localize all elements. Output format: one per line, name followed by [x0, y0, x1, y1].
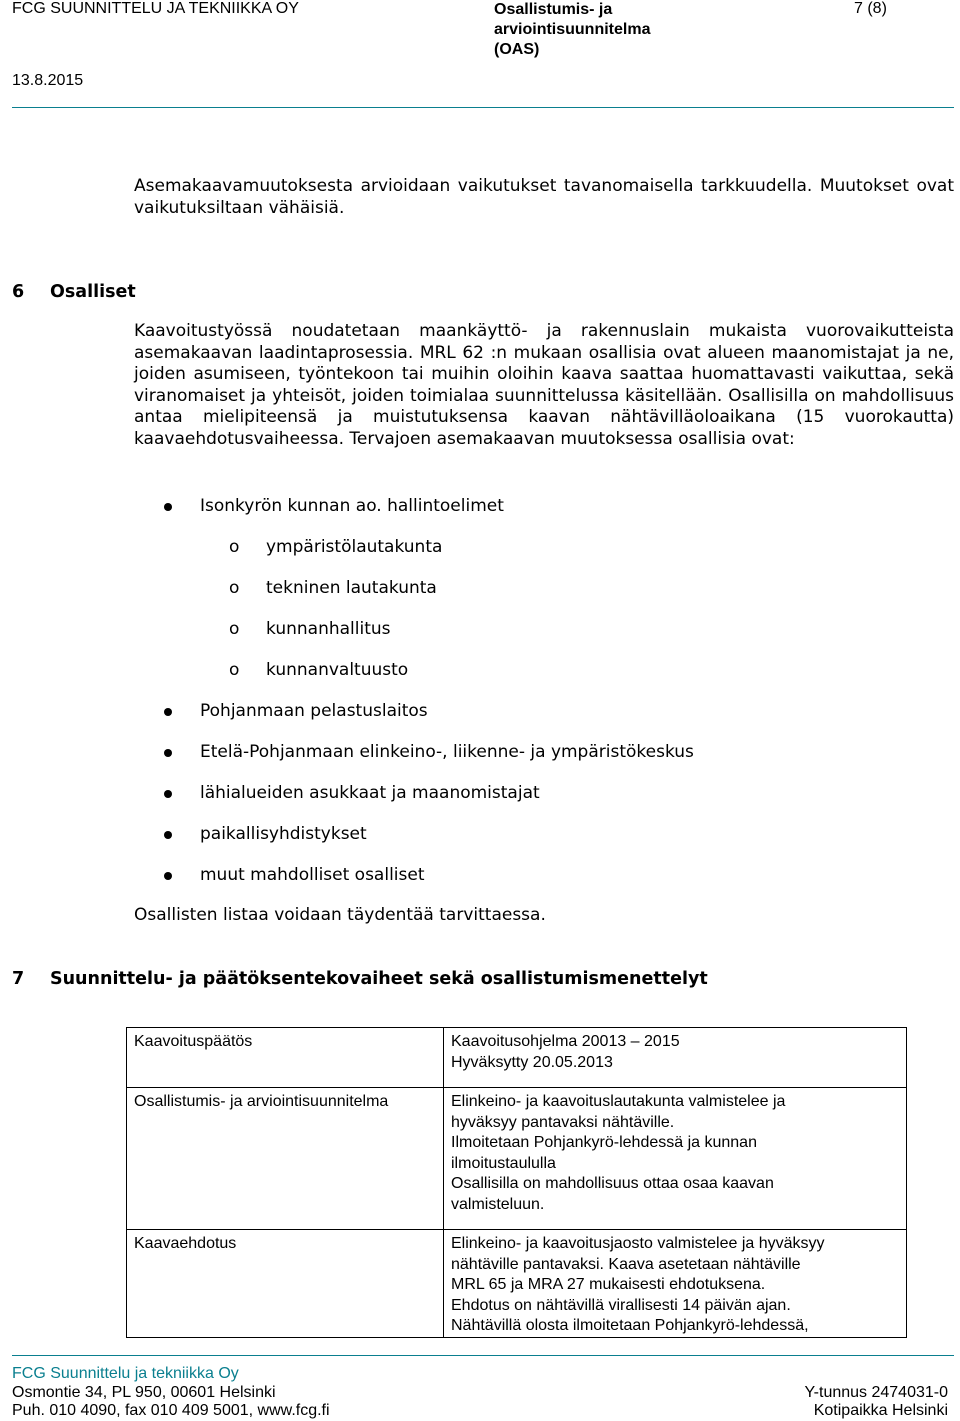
table-row: [127, 1230, 907, 1338]
section-7-number: 7: [12, 969, 25, 989]
table-row: [127, 1088, 907, 1230]
section-6-title: Osalliset: [50, 282, 136, 302]
sub-list-item: kunnanvaltuusto: [266, 660, 409, 680]
sub-bullet-marker: o: [229, 537, 240, 557]
list-item: paikallisyhdistykset: [200, 824, 367, 844]
list-item: Pohjanmaan pelastuslaitos: [200, 701, 428, 721]
description-line: valmisteluun.: [451, 1195, 545, 1213]
list-item: Isonkyrön kunnan ao. hallintoelimet: [200, 496, 504, 516]
bullet-marker: [164, 831, 172, 839]
description-line: nähtäville pantavaksi. Kaava asetetaan nähtäville: [451, 1255, 801, 1273]
description-line: Nähtävillä olosta ilmoitetaan Pohjankyrö-lehdessä,: [451, 1317, 809, 1334]
phase-cell: Kaavoituspäätös: [127, 1028, 444, 1088]
list-item: muut mahdolliset osalliset: [200, 865, 425, 885]
sub-list-item: tekninen lautakunta: [266, 578, 437, 598]
description-line: Elinkeino- ja kaavoitusjaosto valmistelee ja hyväksyy: [451, 1235, 825, 1252]
sub-bullet-marker: o: [229, 660, 240, 680]
description-line: ilmoitustaululla: [451, 1154, 556, 1172]
description-line: Kaavoitusohjelma 20013 – 2015: [451, 1033, 680, 1050]
footer-business-id: Y-tunnus 2474031-0: [804, 1384, 948, 1401]
header-company: FCG SUUNNITTELU JA TEKNIIKKA OY: [12, 0, 299, 17]
section-7-title: Suunnittelu- ja päätöksentekovaiheet sekä osallistumismenettelyt: [50, 969, 708, 989]
footer-domicile: Kotipaikka Helsinki: [813, 1402, 948, 1419]
phase-cell: Osallistumis- ja arviointisuunnitelma: [127, 1088, 444, 1230]
sub-bullet-marker: o: [229, 578, 240, 598]
bullet-marker: [164, 708, 172, 716]
description-line: Osallisilla on mahdollisuus ottaa osaa kaavan: [451, 1175, 774, 1192]
section-6-closing: Osallisten listaa voidaan täydentää tarvittaessa.: [134, 905, 546, 925]
bullet-marker: [164, 872, 172, 880]
sub-list-item: ympäristölautakunta: [266, 537, 443, 557]
phases-table: [126, 1027, 907, 1338]
bullet-marker: [164, 503, 172, 511]
intro-paragraph: Asemakaavamuutoksesta arvioidaan vaikutukset tavanomaisella tarkkuudella. Muutokset ovat vaikutuksiltaan vähäisiä.: [134, 176, 954, 218]
footer-divider: [12, 1355, 954, 1356]
list-item: lähialueiden asukkaat ja maanomistajat: [200, 783, 540, 803]
description-cell: [444, 1088, 907, 1230]
footer-company: FCG Suunnittelu ja tekniikka Oy: [12, 1365, 239, 1382]
sub-bullet-marker: o: [229, 619, 240, 639]
description-cell: [444, 1028, 907, 1088]
section-6-paragraph: Kaavoitustyössä noudatetaan maankäyttö- ja rakennuslain mukaista vuorovaikutteista asemakaavan laadintaprosessia. MRL 62 :n mukaan osallisia ovat alueen maanomistajat ja ne, joiden asumiseen, työntekoon tai muihin oloihin kaava saattaa huomattavasti vaikuttaa, sekä viranomaiset ja yhteisöt, joiden toimialaa suunnittelussa käsitellään. Osallisilla on mahdollisuus antaa mielipiteensä ja muistutuksensa kaavan nähtävilläoloaikana (15 vuorokautta) kaavaehdotusvaiheessa. Tervajoen asemakaavan muutoksessa osallisia ovat:: [134, 321, 954, 449]
sub-list-item: kunnanhallitus: [266, 619, 391, 639]
description-line: Hyväksytty 20.05.2013: [451, 1053, 613, 1071]
description-line: hyväksyy pantavaksi nähtäville.: [451, 1113, 675, 1131]
bullet-marker: [164, 749, 172, 757]
description-line: MRL 65 ja MRA 27 mukaisesti ehdotuksena.: [451, 1276, 766, 1293]
header-page-number: 7 (8): [854, 0, 887, 17]
phase-cell: Kaavaehdotus: [127, 1230, 444, 1338]
header-document-title: Osallistumis- ja arviointisuunnitelma (OAS): [494, 1, 651, 58]
bullet-marker: [164, 790, 172, 798]
footer-address: Osmontie 34, PL 950, 00601 Helsinki: [12, 1384, 276, 1401]
footer-contact: Puh. 010 4090, fax 010 409 5001, www.fcg.fi: [12, 1402, 330, 1419]
list-item: Etelä-Pohjanmaan elinkeino-, liikenne- ja ympäristökeskus: [200, 742, 694, 762]
description-line: Ehdotus on nähtävillä virallisesti 14 päivän ajan.: [451, 1296, 791, 1314]
description-line: Ilmoitetaan Pohjankyrö-lehdessä ja kunnan: [451, 1134, 757, 1151]
section-6-number: 6: [12, 282, 25, 302]
header-divider: [12, 107, 954, 108]
header-date: 13.8.2015: [12, 72, 84, 89]
table-row: [127, 1028, 907, 1088]
description-line: Elinkeino- ja kaavoituslautakunta valmistelee ja: [451, 1093, 786, 1110]
description-cell: [444, 1230, 907, 1338]
